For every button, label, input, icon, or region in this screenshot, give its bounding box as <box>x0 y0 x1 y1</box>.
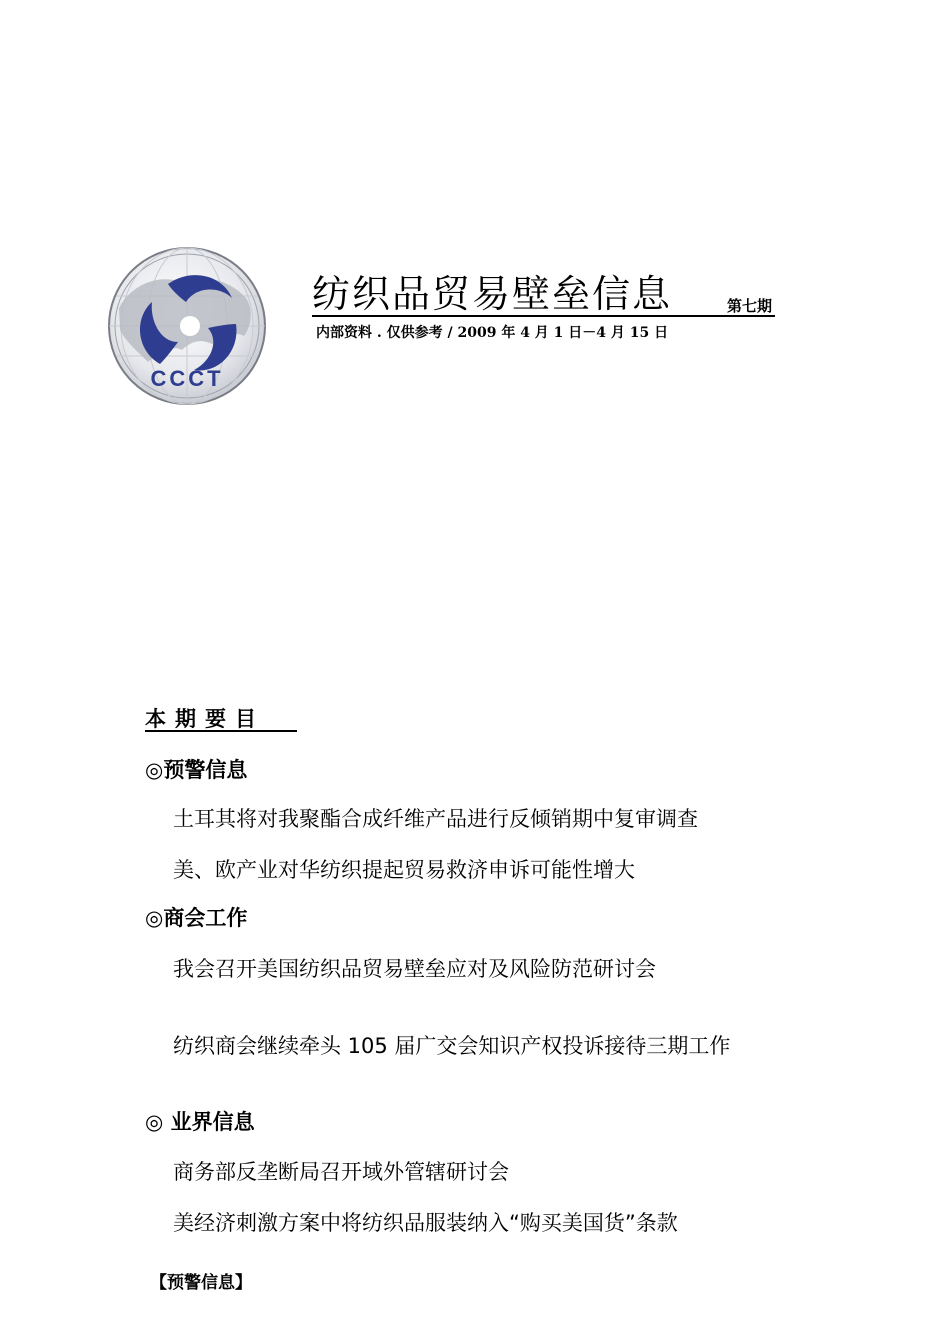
toc-item: 土耳其将对我聚酯合成纤维产品进行反倾销期中复审调查 <box>173 807 698 831</box>
toc-title: 本期要目 <box>145 707 265 731</box>
title-underline <box>312 315 775 317</box>
toc-underline <box>145 730 297 732</box>
page-title: 纺织品贸易壁垒信息 <box>312 272 673 316</box>
section-heading-chamber-work: ◎商会工作 <box>145 906 248 930</box>
section-tag: 【预警信息】 <box>150 1273 252 1293</box>
toc-item: 我会召开美国纺织品贸易壁垒应对及风险防范研讨会 <box>173 957 656 981</box>
toc-item: 商务部反垄断局召开域外管辖研讨会 <box>173 1160 509 1184</box>
section-heading-industry-news: ◎ 业界信息 <box>145 1110 255 1134</box>
ccct-logo <box>104 246 270 406</box>
toc-item: 美、欧产业对华纺织提起贸易救济申诉可能性增大 <box>173 858 635 882</box>
toc-item: 美经济刺激方案中将纺织品服装纳入“购买美国货”条款 <box>173 1211 678 1235</box>
issue-number: 第七期 <box>727 297 773 315</box>
section-heading-warning: ◎预警信息 <box>145 758 248 782</box>
toc-item: 纺织商会继续牵头 105 届广交会知识产权投诉接待三期工作 <box>173 1034 731 1058</box>
globe-logo-icon <box>104 246 270 406</box>
subtitle: 内部资料 . 仅供参考 / 2009 年 4 月 1 日－4 月 15 日 <box>316 325 669 341</box>
logo-wordmark: CCCT <box>150 366 224 391</box>
